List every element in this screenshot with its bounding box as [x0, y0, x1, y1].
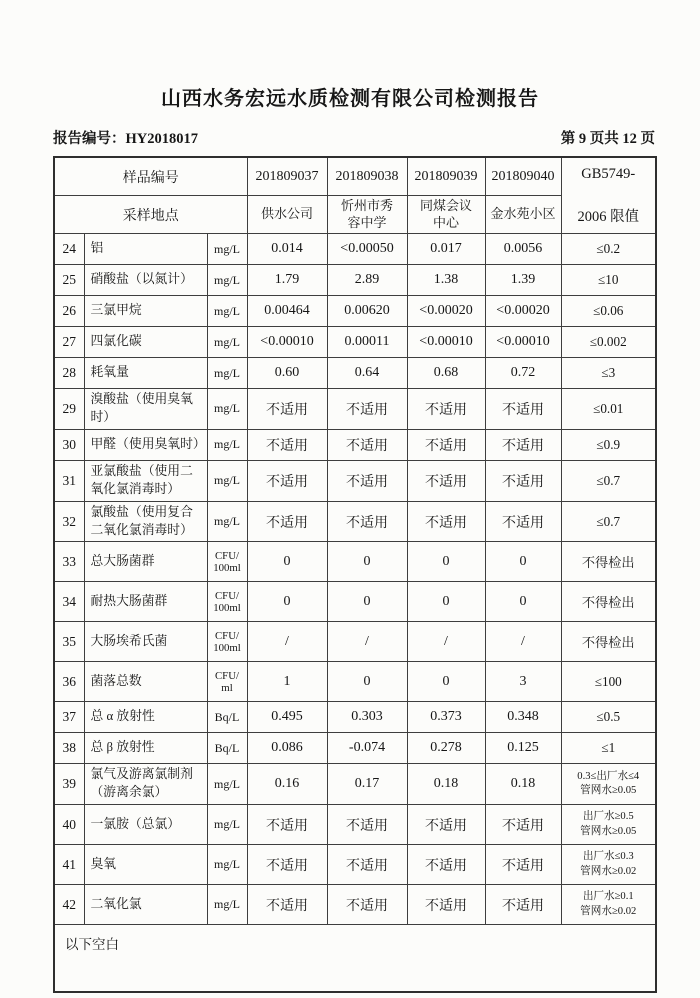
result-value: 0 [485, 542, 561, 582]
result-value: 不适用 [485, 429, 561, 460]
table-row [54, 429, 656, 460]
unit-cell: mg/L [207, 845, 247, 885]
table-row [54, 702, 656, 733]
unit-cell: CFU/ 100ml [207, 582, 247, 622]
result-value: 1 [247, 662, 327, 702]
result-value: <0.00020 [485, 296, 561, 327]
result-value: 0.18 [407, 764, 485, 805]
unit-cell: CFU/ 100ml [207, 542, 247, 582]
result-value: 0.086 [247, 733, 327, 764]
result-value: 不适用 [247, 389, 327, 430]
limit-value: ≤0.7 [561, 501, 656, 542]
row-number: 24 [54, 234, 84, 265]
row-number: 35 [54, 622, 84, 662]
result-value: -0.074 [327, 733, 407, 764]
row-number: 39 [54, 764, 84, 805]
sampling-location: 同煤会议 中心 [407, 196, 485, 234]
row-number: 27 [54, 327, 84, 358]
result-value: 0.16 [247, 764, 327, 805]
table-row [54, 460, 656, 501]
result-value: 不适用 [327, 429, 407, 460]
row-number: 40 [54, 805, 84, 845]
parameter-name: 亚氯酸盐（使用二氧化氯消毒时） [84, 460, 207, 501]
result-value: 0.72 [485, 358, 561, 389]
result-value: 不适用 [485, 460, 561, 501]
unit-cell: mg/L [207, 296, 247, 327]
row-number: 42 [54, 885, 84, 925]
result-value: 0.18 [485, 764, 561, 805]
result-value: 不适用 [327, 885, 407, 925]
parameter-name: 臭氧 [84, 845, 207, 885]
result-value: 不适用 [247, 460, 327, 501]
sampling-location: 金水苑小区 [485, 196, 561, 234]
row-number: 33 [54, 542, 84, 582]
sample-id: 201809040 [485, 157, 561, 196]
location-label: 采样地点 [54, 196, 247, 234]
row-number: 25 [54, 265, 84, 296]
table-row [54, 662, 656, 702]
table-row [54, 805, 656, 845]
result-value: 2.89 [327, 265, 407, 296]
result-value: 不适用 [247, 845, 327, 885]
row-number: 37 [54, 702, 84, 733]
result-value: / [485, 622, 561, 662]
table-row [54, 296, 656, 327]
result-value: 0.017 [407, 234, 485, 265]
result-value: / [327, 622, 407, 662]
table-row [54, 885, 656, 925]
limit-value: ≤1 [561, 733, 656, 764]
limit-value: ≤0.01 [561, 389, 656, 430]
parameter-name: 菌落总数 [84, 662, 207, 702]
limit-value: ≤100 [561, 662, 656, 702]
result-value: 不适用 [327, 460, 407, 501]
limit-value: ≤0.7 [561, 460, 656, 501]
row-number: 29 [54, 389, 84, 430]
page-indicator: 第 9 页共 12 页 [560, 131, 655, 147]
parameter-name: 耗氧量 [84, 358, 207, 389]
sample-id: 201809039 [407, 157, 485, 196]
unit-cell: mg/L [207, 764, 247, 805]
report-meta [53, 127, 655, 148]
result-value: <0.00010 [485, 327, 561, 358]
row-number: 26 [54, 296, 84, 327]
result-value: 1.79 [247, 265, 327, 296]
result-value: 不适用 [327, 805, 407, 845]
row-number: 34 [54, 582, 84, 622]
result-value: 0.0056 [485, 234, 561, 265]
limit-value: 不得检出 [561, 622, 656, 662]
result-value: <0.00050 [327, 234, 407, 265]
report-number: 报告编号：HY2018017 [53, 131, 198, 147]
header-row-sample-ids [54, 157, 656, 196]
limit-value: 0.3≤出厂水≤4 管网水≥0.05 [561, 764, 656, 805]
result-value: 0.68 [407, 358, 485, 389]
result-value: 不适用 [327, 845, 407, 885]
limit-value: 出厂水≥0.5 管网水≥0.05 [561, 805, 656, 845]
result-value: 不适用 [247, 885, 327, 925]
parameter-name: 氯酸盐（使用复合二氧化氯消毒时） [84, 501, 207, 542]
result-value: 不适用 [407, 460, 485, 501]
limit-value: 不得检出 [561, 542, 656, 582]
parameter-name: 氯气及游离氯制剂（游离余氯） [84, 764, 207, 805]
table-row [54, 327, 656, 358]
result-value: 不适用 [327, 501, 407, 542]
result-value: 不适用 [247, 805, 327, 845]
row-number: 32 [54, 501, 84, 542]
table-row [54, 582, 656, 622]
result-value: 不适用 [485, 389, 561, 430]
unit-cell: mg/L [207, 389, 247, 430]
sampling-location: 供水公司 [247, 196, 327, 234]
result-value: 0.00620 [327, 296, 407, 327]
result-value: 不适用 [407, 805, 485, 845]
limit-value: 出厂水≥0.1 管网水≥0.02 [561, 885, 656, 925]
sample-id: 201809038 [327, 157, 407, 196]
result-value: 0.303 [327, 702, 407, 733]
table-row [54, 234, 656, 265]
result-value: 0 [407, 662, 485, 702]
row-number: 30 [54, 429, 84, 460]
result-value: 不适用 [327, 389, 407, 430]
standard-limit-header [561, 157, 656, 234]
result-value: 0 [247, 542, 327, 582]
table-row [54, 501, 656, 542]
parameter-name: 甲醛（使用臭氧时） [84, 429, 207, 460]
results-table-foot [54, 925, 656, 993]
unit-cell: Bq/L [207, 702, 247, 733]
blank-row [54, 925, 656, 993]
table-row [54, 542, 656, 582]
row-number: 28 [54, 358, 84, 389]
unit-cell: CFU/ ml [207, 662, 247, 702]
result-value: 0.348 [485, 702, 561, 733]
result-value: 0.64 [327, 358, 407, 389]
standard-limit-lines: GB5749- 2006 限值 [577, 165, 640, 225]
result-value: 1.39 [485, 265, 561, 296]
limit-value: 不得检出 [561, 582, 656, 622]
table-row [54, 622, 656, 662]
results-table [53, 156, 657, 993]
table-row [54, 733, 656, 764]
unit-cell: mg/L [207, 265, 247, 296]
parameter-name: 铝 [84, 234, 207, 265]
table-row [54, 265, 656, 296]
result-value: 不适用 [485, 501, 561, 542]
result-value: 不适用 [407, 885, 485, 925]
limit-value: ≤0.5 [561, 702, 656, 733]
result-value: 1.38 [407, 265, 485, 296]
result-value: 不适用 [407, 501, 485, 542]
sampling-location: 忻州市秀 容中学 [327, 196, 407, 234]
row-number: 36 [54, 662, 84, 702]
result-value: 不适用 [485, 885, 561, 925]
result-value: 3 [485, 662, 561, 702]
result-value: 不适用 [247, 429, 327, 460]
parameter-name: 大肠埃希氏菌 [84, 622, 207, 662]
parameter-name: 溴酸盐（使用臭氧时） [84, 389, 207, 430]
row-number: 31 [54, 460, 84, 501]
table-row [54, 764, 656, 805]
unit-cell: mg/L [207, 460, 247, 501]
sample-id-label: 样品编号 [54, 157, 247, 196]
limit-value: ≤10 [561, 265, 656, 296]
limit-value: ≤0.002 [561, 327, 656, 358]
result-value: 不适用 [407, 429, 485, 460]
result-value: 0 [247, 582, 327, 622]
result-value: 0.495 [247, 702, 327, 733]
result-value: 0 [485, 582, 561, 622]
parameter-name: 二氧化氯 [84, 885, 207, 925]
limit-value: ≤0.2 [561, 234, 656, 265]
result-value: / [407, 622, 485, 662]
result-value: 0.00464 [247, 296, 327, 327]
unit-cell: mg/L [207, 429, 247, 460]
result-value: <0.00010 [407, 327, 485, 358]
unit-cell: mg/L [207, 327, 247, 358]
result-value: 0 [407, 582, 485, 622]
result-value: 0.00011 [327, 327, 407, 358]
results-table-head [54, 157, 656, 234]
result-value: 0.278 [407, 733, 485, 764]
parameter-name: 一氯胺（总氯） [84, 805, 207, 845]
result-value: 0.125 [485, 733, 561, 764]
unit-cell: mg/L [207, 885, 247, 925]
result-value: 不适用 [485, 845, 561, 885]
result-value: 0.014 [247, 234, 327, 265]
row-number: 38 [54, 733, 84, 764]
limit-value: ≤3 [561, 358, 656, 389]
limit-value: 出厂水≤0.3 管网水≥0.02 [561, 845, 656, 885]
result-value: 0 [327, 662, 407, 702]
parameter-name: 四氯化碳 [84, 327, 207, 358]
unit-cell: mg/L [207, 805, 247, 845]
unit-cell: mg/L [207, 234, 247, 265]
table-row [54, 389, 656, 430]
table-row [54, 358, 656, 389]
results-table-body [54, 234, 656, 925]
sample-id: 201809037 [247, 157, 327, 196]
limit-value: ≤0.06 [561, 296, 656, 327]
parameter-name: 硝酸盐（以氮计） [84, 265, 207, 296]
result-value: 不适用 [407, 389, 485, 430]
parameter-name: 总 β 放射性 [84, 733, 207, 764]
result-value: 0.60 [247, 358, 327, 389]
unit-cell: mg/L [207, 358, 247, 389]
result-value: / [247, 622, 327, 662]
result-value: 0.373 [407, 702, 485, 733]
blank-note: 以下空白 [54, 925, 656, 993]
table-row [54, 845, 656, 885]
unit-cell: mg/L [207, 501, 247, 542]
unit-cell: Bq/L [207, 733, 247, 764]
result-value: <0.00010 [247, 327, 327, 358]
parameter-name: 总 α 放射性 [84, 702, 207, 733]
result-value: 不适用 [407, 845, 485, 885]
result-value: 0 [327, 542, 407, 582]
parameter-name: 耐热大肠菌群 [84, 582, 207, 622]
result-value: 0 [407, 542, 485, 582]
unit-cell: CFU/ 100ml [207, 622, 247, 662]
parameter-name: 总大肠菌群 [84, 542, 207, 582]
limit-value: ≤0.9 [561, 429, 656, 460]
result-value: 0 [327, 582, 407, 622]
row-number: 41 [54, 845, 84, 885]
page-title: 山西水务宏远水质检测有限公司检测报告 [161, 88, 539, 110]
result-value: 不适用 [485, 805, 561, 845]
result-value: 0.17 [327, 764, 407, 805]
result-value: <0.00020 [407, 296, 485, 327]
result-value: 不适用 [247, 501, 327, 542]
parameter-name: 三氯甲烷 [84, 296, 207, 327]
